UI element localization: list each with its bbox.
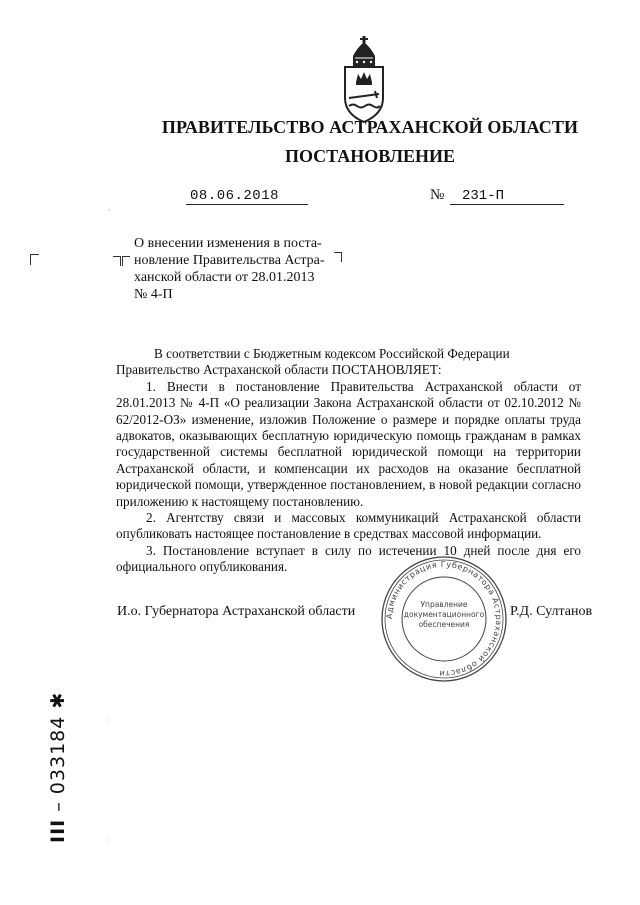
- date-underline: [186, 204, 308, 205]
- government-title: ПРАВИТЕЛЬСТВО АСТРАХАНСКОЙ ОБЛАСТИ: [161, 117, 579, 137]
- corner-bracket: [113, 256, 121, 266]
- document-number: 231-П: [462, 188, 505, 204]
- form-serial-number: [47, 691, 69, 843]
- stamp-line: обеспечения: [418, 620, 470, 629]
- document-body: [116, 346, 581, 576]
- number-sign: №: [430, 187, 445, 203]
- subject-line: О внесении изменения в поста-: [134, 236, 322, 251]
- preamble-line: В соответствии с Бюджетным кодексом Российской Федерации: [154, 346, 510, 361]
- serial-dash: –: [47, 801, 69, 812]
- body-item-1: 1. Внести в постановление Правительства Астраханской области от 28.01.2013 № 4-П «О реализации Закона Астраханской области от 02.10.2012 № 62/2012-ОЗ» изменение, изложив Положение о размере и порядке оплаты труда адвокатов, оказывающих бесплатную юридическую помощь гражданам в рамках государственной системы бесплатной юридической помощи на территории Астраханской области, и компенсации их расходов на оказание бесплатной юридической помощи, утвержденное постановлением, в новой редакции согласно приложению к настоящему постановлению.: [116, 378, 581, 509]
- signatory-name: Р.Д. Султанов: [510, 604, 593, 619]
- preamble-line: Правительство Астраханской области ПОСТАНОВЛЯЕТ:: [116, 362, 442, 378]
- signatory-role: И.о. Губернатора Астраханской области: [117, 604, 356, 619]
- document-type: ПОСТАНОВЛЕНИЕ: [284, 146, 456, 166]
- astrakhan-coat-of-arms-icon: [339, 36, 389, 124]
- document-date: 08.06.2018: [190, 188, 280, 204]
- corner-bracket: [30, 254, 39, 265]
- scan-margin-marks: [108, 180, 110, 880]
- official-stamp: [378, 553, 510, 685]
- serial-prefix: ІІІ: [47, 818, 69, 843]
- number-underline: [450, 204, 564, 205]
- body-item-2: 2. Агентству связи и массовых коммуникаций Астраханской области опубликовать настоящее постановление в средствах массовой информации.: [116, 510, 581, 542]
- subject-line: ханской области от 28.01.2013: [134, 270, 315, 285]
- serial-number: 033184: [47, 715, 69, 795]
- document-subject: [134, 235, 325, 303]
- corner-bracket: [122, 256, 130, 266]
- stamp-line: документационного: [403, 610, 485, 619]
- subject-line: новление Правительства Астра-: [134, 253, 325, 268]
- subject-line: № 4-П: [134, 287, 173, 302]
- svg-text:Администрация Губернатора Астр: Администрация Губернатора Астраханской области: [384, 559, 504, 679]
- stamp-line: Управление: [420, 600, 468, 609]
- serial-mark: ✱: [47, 691, 69, 709]
- corner-bracket: [334, 252, 342, 262]
- body-item-3: 3. Постановление вступает в силу по истечении 10 дней после дня его официального опубликования.: [116, 542, 581, 575]
